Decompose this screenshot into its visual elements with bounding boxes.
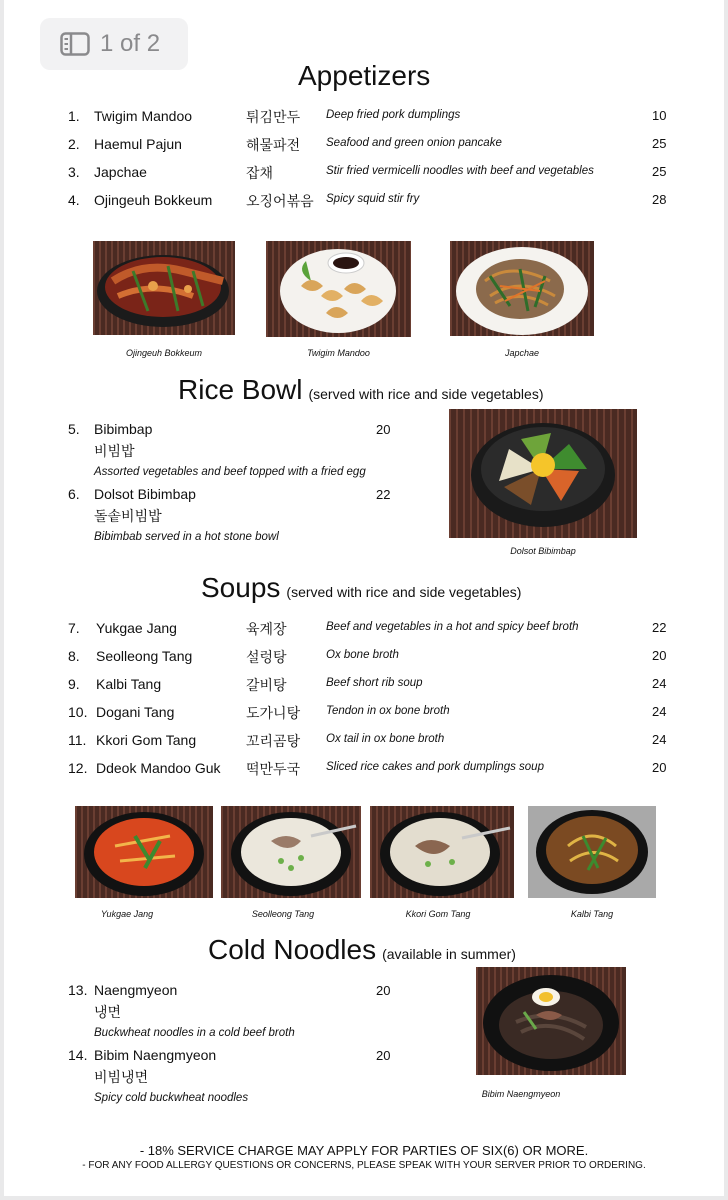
soups-title bbox=[201, 572, 521, 604]
item-korean-name: 육계장 bbox=[246, 622, 287, 638]
item-korean-name: 떡만두국 bbox=[246, 762, 301, 778]
item-description: Sliced rice cakes and pork dumplings soup bbox=[326, 761, 544, 773]
item-description: Stir fried vermicelli noodles with beef and vegetables bbox=[326, 165, 594, 177]
soups-subtitle: (served with rice and side vegetables) bbox=[286, 584, 522, 600]
allergy-note: - FOR ANY FOOD ALLERGY QUESTIONS OR CONCERNS, PLEASE SPEAK WITH YOUR SERVER PRIOR TO ORDERING. bbox=[82, 1160, 646, 1171]
item-description: Ox bone broth bbox=[326, 649, 399, 661]
item-name: Ojingeuh Bokkeum bbox=[94, 192, 213, 208]
item-korean-name: 해물파전 bbox=[246, 138, 301, 154]
photo-caption: Twigim Mandoo bbox=[307, 348, 370, 358]
item-korean-name: 냉면 bbox=[94, 1005, 122, 1021]
dolsot-bibimbap-photo bbox=[449, 409, 637, 538]
item-name: Japchae bbox=[94, 164, 147, 180]
item-number: 14. bbox=[68, 1047, 88, 1063]
photo-caption: Kkori Gom Tang bbox=[405, 909, 471, 919]
item-price: 24 bbox=[652, 732, 667, 747]
item-korean-name: 오징어볶음 bbox=[246, 194, 314, 210]
menu-item bbox=[68, 486, 390, 543]
item-number: 5. bbox=[68, 421, 80, 437]
sidebar-icon[interactable] bbox=[60, 32, 90, 56]
japchae-photo bbox=[450, 241, 594, 336]
item-description: Assorted vegetables and beef topped with a fried egg bbox=[94, 466, 366, 478]
item-korean-name: 비빔냉면 bbox=[94, 1070, 149, 1086]
item-price: 10 bbox=[652, 108, 667, 123]
photo-caption: Ojingeuh Bokkeum bbox=[125, 348, 203, 358]
photo-caption: Japchae bbox=[504, 348, 540, 358]
page-indicator[interactable] bbox=[40, 18, 188, 70]
cold-noodles-subtitle: (available in summer) bbox=[382, 946, 516, 962]
item-number: 4. bbox=[68, 192, 80, 208]
cold-noodles-title-text: Cold Noodles bbox=[208, 934, 377, 965]
item-price: 25 bbox=[652, 136, 667, 151]
item-korean-name: 갈비탕 bbox=[246, 678, 287, 694]
photo-caption: Seolleong Tang bbox=[251, 909, 315, 919]
item-number: 6. bbox=[68, 486, 80, 502]
item-number: 11. bbox=[68, 732, 87, 748]
rice-bowl-title bbox=[178, 374, 544, 406]
item-description: Spicy squid stir fry bbox=[326, 193, 420, 205]
item-korean-name: 튀김만두 bbox=[246, 110, 301, 126]
item-description: Bibimbab served in a hot stone bowl bbox=[94, 531, 279, 543]
item-number: 1. bbox=[68, 108, 80, 124]
item-number: 7. bbox=[68, 620, 80, 636]
item-price: 20 bbox=[376, 1048, 391, 1063]
item-name: Twigim Mandoo bbox=[94, 108, 193, 124]
item-price: 25 bbox=[652, 164, 667, 179]
item-price: 22 bbox=[652, 620, 667, 635]
item-name: Dolsot Bibimbap bbox=[94, 486, 196, 502]
item-price: 28 bbox=[652, 192, 667, 207]
item-name: Kalbi Tang bbox=[96, 676, 162, 692]
item-number: 10. bbox=[68, 704, 88, 720]
rice-bowl-title-text: Rice Bowl bbox=[178, 374, 303, 405]
item-korean-name: 비빔밥 bbox=[94, 444, 135, 460]
photo-caption: Kalbi Tang bbox=[570, 909, 614, 919]
item-description: Tendon in ox bone broth bbox=[326, 705, 450, 717]
yukgae-jang-photo bbox=[75, 806, 213, 898]
item-number: 13. bbox=[68, 982, 88, 998]
twigim-mandoo-photo bbox=[266, 241, 411, 337]
item-number: 2. bbox=[68, 136, 80, 152]
item-name: Haemul Pajun bbox=[94, 136, 182, 152]
item-korean-name: 잡채 bbox=[246, 166, 274, 182]
item-price: 20 bbox=[376, 983, 391, 998]
item-description: Beef short rib soup bbox=[326, 677, 423, 689]
photo-caption: Bibim Naengmyeon bbox=[481, 1089, 561, 1099]
bibim-naengmyeon-photo bbox=[476, 967, 626, 1075]
rice-bowl-subtitle: (served with rice and side vegetables) bbox=[308, 386, 544, 402]
item-description: Deep fried pork dumplings bbox=[326, 109, 461, 121]
kalbi-tang-photo bbox=[528, 806, 656, 898]
item-name: Yukgae Jang bbox=[96, 620, 177, 636]
cold-noodles-title bbox=[208, 934, 516, 966]
item-description: Spicy cold buckwheat noodles bbox=[94, 1092, 249, 1104]
item-korean-name: 설렁탕 bbox=[246, 650, 287, 666]
appetizers-title: Appetizers bbox=[298, 60, 431, 91]
photo-caption: Dolsot Bibimbap bbox=[510, 546, 576, 556]
item-name: Bibim Naengmyeon bbox=[94, 1047, 217, 1063]
item-price: 20 bbox=[376, 422, 391, 437]
item-price: 20 bbox=[652, 760, 667, 775]
item-name: Dogani Tang bbox=[96, 704, 175, 720]
item-name: Seolleong Tang bbox=[96, 648, 193, 664]
seolleong-tang-photo bbox=[221, 806, 361, 898]
item-name: Bibimbap bbox=[94, 421, 153, 437]
item-price: 24 bbox=[652, 704, 667, 719]
ojingeuh-bokkeum-photo bbox=[93, 241, 235, 335]
kkori-gom-tang-photo bbox=[370, 806, 514, 898]
photo-caption: Yukgae Jang bbox=[100, 909, 154, 919]
item-name: Naengmyeon bbox=[94, 982, 178, 998]
item-number: 12. bbox=[68, 760, 88, 776]
item-description: Ox tail in ox bone broth bbox=[326, 733, 445, 745]
item-price: 20 bbox=[652, 648, 667, 663]
item-description: Buckwheat noodles in a cold beef broth bbox=[94, 1027, 295, 1039]
item-number: 3. bbox=[68, 164, 80, 180]
menu-page bbox=[4, 0, 724, 1196]
menu-item bbox=[68, 421, 390, 478]
menu-item bbox=[68, 1047, 390, 1104]
item-price: 24 bbox=[652, 676, 667, 691]
item-number: 8. bbox=[68, 648, 80, 664]
item-name: Ddeok Mandoo Guk bbox=[96, 760, 221, 776]
item-number: 9. bbox=[68, 676, 80, 692]
item-korean-name: 도가니탕 bbox=[246, 706, 301, 722]
soups-title-text: Soups bbox=[201, 572, 281, 603]
service-charge-note: - 18% SERVICE CHARGE MAY APPLY FOR PARTIES OF SIX(6) OR MORE. bbox=[139, 1143, 589, 1158]
menu-item bbox=[68, 982, 390, 1039]
item-korean-name: 꼬리곰탕 bbox=[246, 734, 301, 750]
item-name: Kkori Gom Tang bbox=[96, 732, 197, 748]
item-price: 22 bbox=[376, 487, 391, 502]
item-description: Beef and vegetables in a hot and spicy beef broth bbox=[326, 621, 579, 633]
page-indicator-label: 1 of 2 bbox=[100, 30, 161, 57]
item-description: Seafood and green onion pancake bbox=[326, 137, 502, 149]
item-korean-name: 돌솥비빔밥 bbox=[94, 509, 162, 525]
